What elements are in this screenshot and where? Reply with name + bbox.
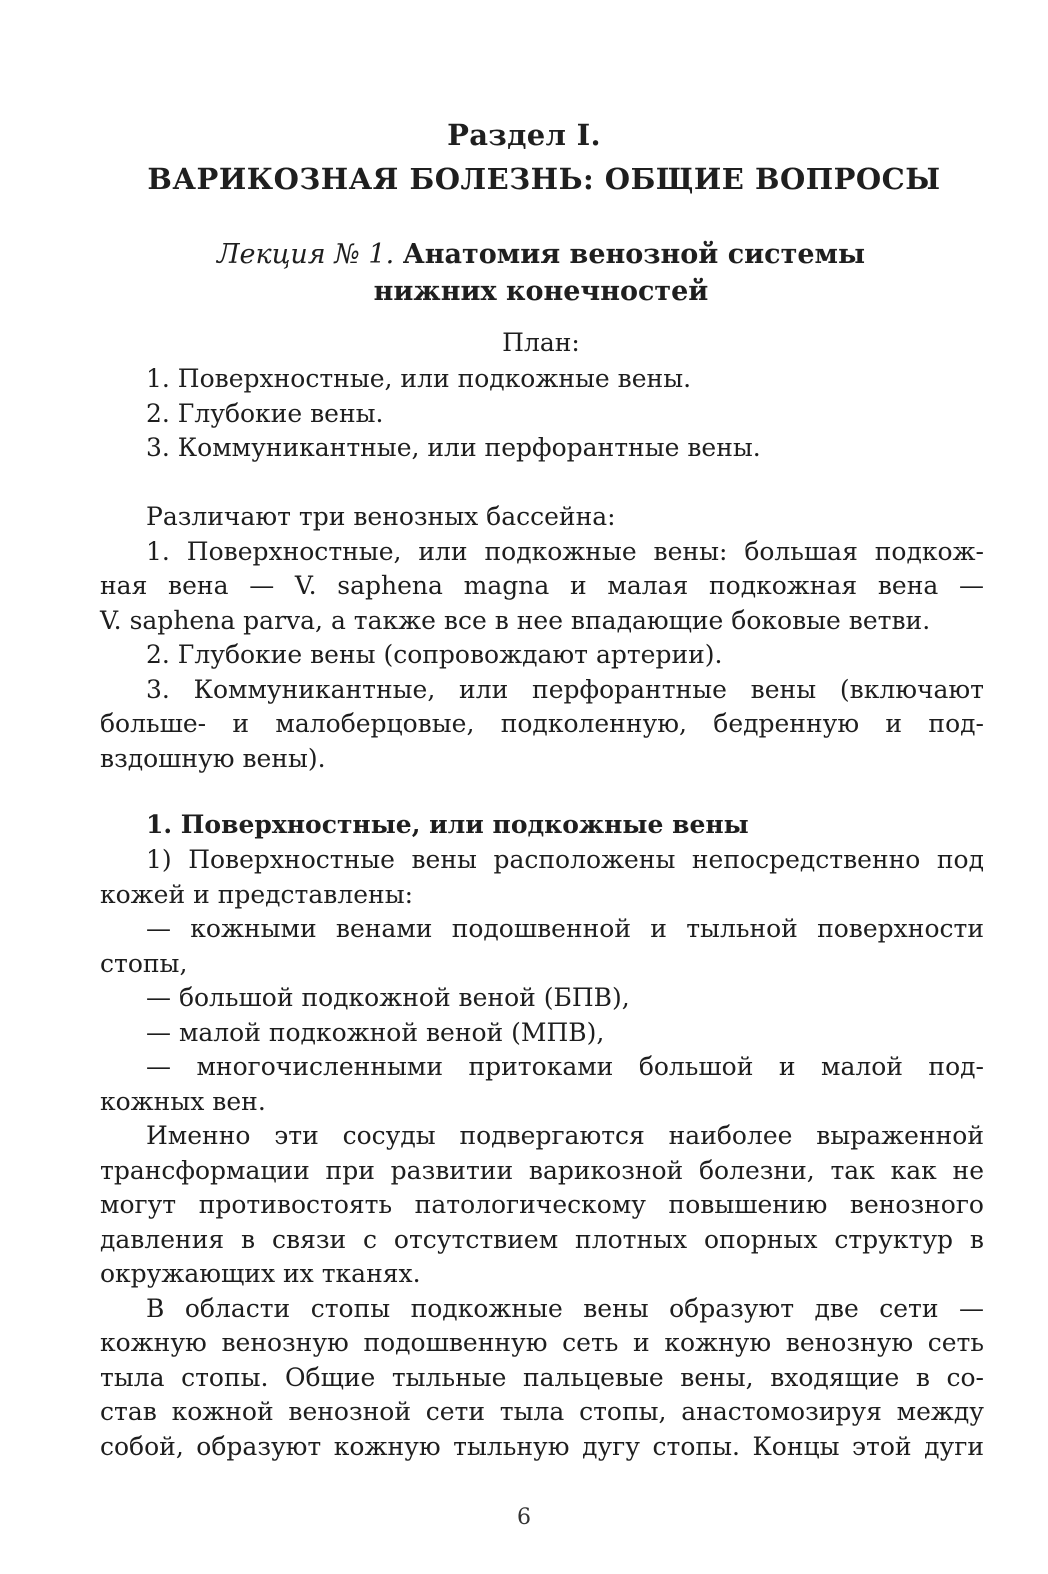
lecture-title-line-1: Анатомия венозной системы [402, 239, 866, 270]
text-line: 2. Глубокие вены (сопровождают артерии). [146, 640, 723, 669]
text-line: В области стопы подкожные вены образуют две сети — [146, 1293, 984, 1323]
basins-paragraph [100, 500, 984, 776]
plan-list [100, 362, 984, 466]
text-line: давления в связи с отсутствием плотных опорных структур в [100, 1224, 984, 1254]
text-line: Именно эти сосуды подвергаются наиболее выраженной [146, 1121, 984, 1150]
section-label: Раздел I. [447, 118, 601, 152]
lecture-title-line-2: нижних конечностей [373, 276, 709, 307]
text-line: став кожной венозной сети тыла стопы, анастомозируя между [100, 1397, 984, 1426]
text-line: тыла стопы. Общие тыльные пальцевые вены, входящие в со- [100, 1362, 984, 1392]
text-line: трансформации при развитии варикозной болезни, так как не [100, 1155, 984, 1185]
plan-item: 3. Коммуникантные, или перфорантные вены. [146, 433, 761, 462]
text-line: ная вена — V. saphena magna и малая подкожная вена — [100, 571, 984, 600]
section-title: ВАРИКОЗНАЯ БОЛЕЗНЬ: ОБЩИЕ ВОПРОСЫ [147, 162, 941, 196]
text-line: 1. Поверхностные, или подкожные вены: большая подкож- [146, 536, 984, 566]
page-number: 6 [517, 1505, 531, 1530]
text-line: Различают три венозных бассейна: [146, 502, 616, 531]
text-line: — малой подкожной веной (МПВ), [146, 1017, 605, 1047]
plan-item: 2. Глубокие вены. [146, 398, 384, 428]
plan-title: План: [502, 328, 580, 357]
text-line: кожей и представлены: [100, 879, 414, 909]
text-line: больше- и малоберцовые, подколенную, бедренную и под- [100, 709, 984, 738]
text-line: кожных вен. [100, 1086, 266, 1116]
plan-item: 1. Поверхностные, или подкожные вены. [146, 364, 692, 393]
text-line: могут противостоять патологическому повышению венозного [100, 1190, 984, 1219]
text-line: — кожными венами подошвенной и тыльной поверхности [146, 914, 984, 943]
text-line: кожную венозную подошвенную сеть и кожную венозную сеть [100, 1328, 984, 1357]
text-line: вздошную вены). [100, 743, 326, 773]
text-line: — многочисленными притоками большой и малой под- [146, 1052, 984, 1081]
lecture-number: Лекция № 1. [216, 239, 395, 270]
body-paragraph [100, 843, 984, 1464]
text-line: V. saphena parva, а также все в нее впадающие боковые ветви. [100, 605, 931, 635]
subsection-title: 1. Поверхностные, или подкожные вены [146, 810, 749, 839]
lecture-heading [0, 236, 1048, 310]
text-line: — большой подкожной веной (БПВ), [146, 983, 630, 1012]
text-line: собой, образуют кожную тыльную дугу стопы. Концы этой дуги [100, 1431, 984, 1461]
text-line: стопы, [100, 948, 188, 978]
text-line: 3. Коммуникантные, или перфорантные вены (включают [146, 674, 984, 704]
text-line: 1) Поверхностные вены расположены непосредственно под [146, 845, 984, 874]
text-line: окружающих их тканях. [100, 1259, 421, 1288]
